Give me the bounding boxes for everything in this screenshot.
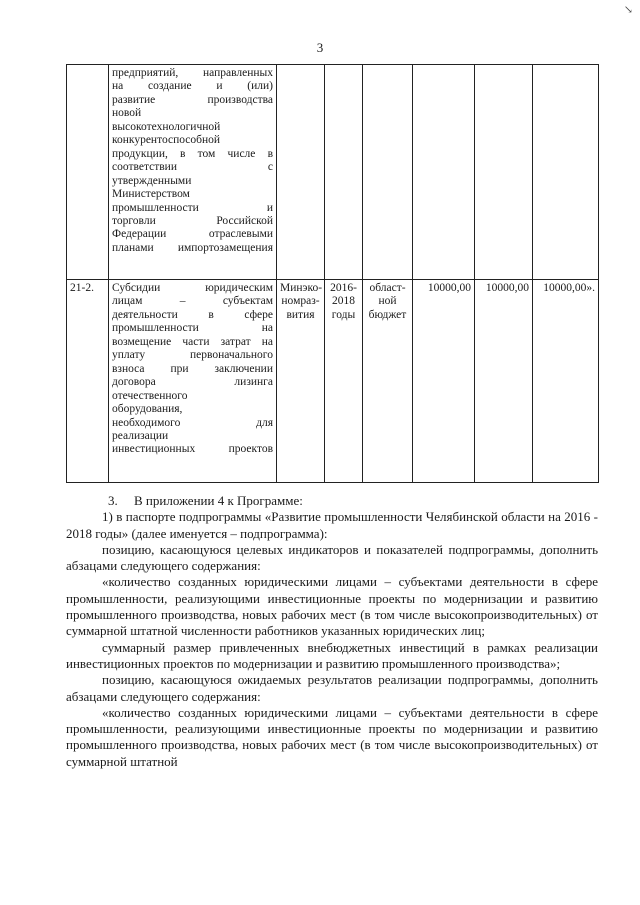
- paragraph: позицию, касающуюся ожидаемых результатов реализации подпрограммы, дополнить абзацами следующего содержания:: [66, 672, 598, 704]
- paragraph: 1) в паспорте подпрограммы «Развитие промышленности Челябинской области на 2016 - 2018 годы» (далее именуется – подпрограмма):: [66, 509, 598, 541]
- document-body: [66, 493, 598, 770]
- paragraph: «количество созданных юридическими лицами – субъектами деятельности в сфере промышленности, реализующими инвестиционные проекты по модернизации и развитию промышленного производства, новых рабочих мест (в том числе высокопроизводительных) от суммарной штатной численности работников указанных юридических лиц;: [66, 574, 598, 639]
- source-cell: област- ной бюджет: [363, 280, 413, 483]
- corner-mark: ↘: [623, 4, 633, 16]
- executor-cell: [277, 65, 325, 280]
- executor-cell: Минэко- номраз- вития: [277, 280, 325, 483]
- description-cell: предприятий, направленных на создание и (или) развитие производства новой высокотехнологичной конкурентоспособной продукции, в том числе в соответствии с утвержденными Министерством промышленности и торговли Российской Федерации отраслевыми планами импортозамещения: [109, 65, 277, 280]
- value-cell: [413, 65, 475, 280]
- paragraph: «количество созданных юридическими лицами – субъектами деятельности в сфере промышленности, реализующими инвестиционные проекты по модернизации и развитию промышленного производства, новых рабочих мест (в том числе высокопроизводительных) от суммарной штатной: [66, 704, 598, 769]
- table-row: [67, 65, 599, 280]
- page-number: 3: [316, 40, 324, 55]
- value-cell: [533, 65, 599, 280]
- section-heading: 3. В приложении 4 к Программе:: [108, 493, 303, 508]
- value-cell: 10000,00: [413, 280, 475, 483]
- table-row: [67, 280, 599, 483]
- period-cell: [325, 65, 363, 280]
- row-number-cell: [67, 65, 109, 280]
- paragraph: позицию, касающуюся целевых индикаторов и показателей подпрограммы, дополнить абзацами следующего содержания:: [66, 541, 598, 574]
- paragraph: суммарный размер привлеченных внебюджетных инвестиций в рамках реализации инвестиционных проектов по модернизации и развитию промышленного производства»;: [66, 639, 598, 671]
- row-number-cell: 21-2.: [67, 280, 109, 483]
- description-cell: Субсидии юридическим лицам – субъектам деятельности в сфере промышленности на возмещение части затрат на уплату первоначального взноса при заключении договора лизинга отечественного оборудования, необходимого для реализации инвестиционных проектов: [109, 280, 277, 483]
- program-table: [66, 64, 599, 483]
- value-cell: 10000,00: [475, 280, 533, 483]
- value-cell: 10000,00».: [533, 280, 599, 483]
- source-cell: [363, 65, 413, 280]
- value-cell: [475, 65, 533, 280]
- period-cell: 2016- 2018 годы: [325, 280, 363, 483]
